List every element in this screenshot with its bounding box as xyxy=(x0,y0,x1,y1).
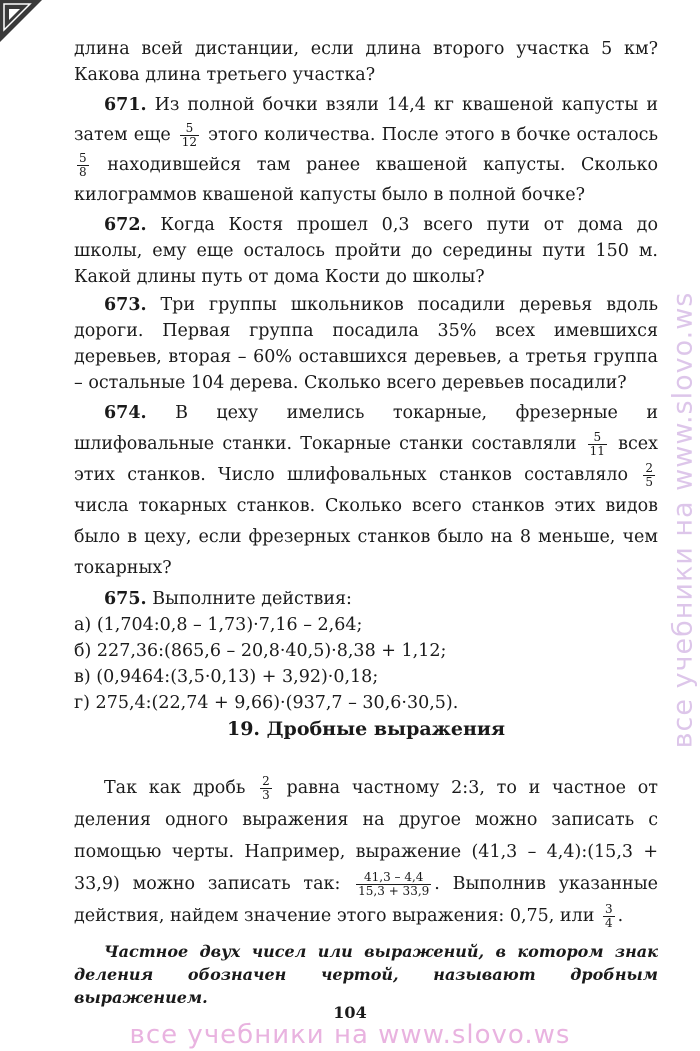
problem-672: 672. Когда Костя прошел 0,3 всего пути от дома до школы, ему еще осталось пройти до середины пути 150 м. Какой длины путь от дома Кости до школы? xyxy=(74,215,658,287)
fraction: $\frac{2}{5}$ xyxy=(645,461,653,489)
problems-block xyxy=(74,36,658,716)
fraction: $\frac{5}{8}$ xyxy=(79,151,87,179)
problem-674: 674. В цеху имелись токарные, фрезерные и шлифовальные станки. Токарные станки составляли $\frac{5}{11}$ всех этих станков. Число шлифовальных станков составляло $\frac{2}{5}$ числа токарных станков. Сколько всего станков этих видов было в цеху, если фрезерных станков было на 8 меньше, чем токарных? xyxy=(74,403,658,578)
expression-item: а) (1,704:0,8 – 1,73)·7,16 – 2,64; xyxy=(74,615,363,635)
page-number: 104 xyxy=(333,1003,367,1022)
fraction: $\frac{3}{4}$ xyxy=(604,902,613,930)
fraction: $\frac{5}{11}$ xyxy=(589,430,605,458)
watermark-side: все учебники на www.slovo.ws xyxy=(667,291,699,749)
problem-675: 675. Выполните действия: xyxy=(104,589,352,609)
section-body: Так как дробь $\frac{2}{3}$ равна частному 2:3, то и частное от деления одного выражения на другое можно записать с помощью черты. Например, выражение (41,3 – 4,4):(15,3 + 33,9) можно записать так: $\frac{41,3 - 4,4}{15,3 + 33,9}$ . Выполнив указанные действия, найдем значение этого выражения: 0,75, или $\frac{3}{4}$ . xyxy=(74,774,658,930)
problem-number: 672. xyxy=(104,215,147,235)
problem-670-continuation: длина всей дистанции, если длина второго участка 5 км? Какова длина третьего участка? xyxy=(74,39,658,85)
section-heading: 19. Дробные выражения xyxy=(226,718,505,740)
problem-number: 675. xyxy=(104,589,147,609)
problem-number: 673. xyxy=(104,295,147,315)
problem-number: 674. xyxy=(104,403,147,423)
problem-671: 671. Из полной бочки взяли 14,4 кг квашеной капусты и затем еще $\frac{5}{12}$ этого количества. После этого в бочке осталось $\frac{5}{8}$ находившейся там ранее квашеной капусты. Сколько килограммов квашеной капусты было в полной бочке? xyxy=(74,95,658,205)
expression-item: в) (0,9464:(3,5·0,13) + 3,92)·0,18; xyxy=(74,667,379,687)
fraction: $\frac{5}{12}$ xyxy=(181,121,198,149)
definition-text: Частное двух чисел или выражений, в котором знак деления обозначен чертой, называют дробным выражением. xyxy=(74,942,658,1007)
corner-ornament xyxy=(0,0,42,42)
expression-item: б) 227,36:(865,6 – 20,8·40,5)·8,38 + 1,12; xyxy=(74,641,447,661)
expression-item: г) 275,4:(22,74 + 9,66)·(937,7 – 30,6·30,5). xyxy=(74,693,459,713)
fraction: $\frac{2}{3}$ xyxy=(262,774,270,802)
problem-673: 673. Три группы школьников посадили деревья вдоль дороги. Первая группа посадила 35% всех имевшихся деревьев, вторая – 60% оставшихся деревьев, а третья группа – остальные 104 дерева. Сколько всего деревьев посадили? xyxy=(74,295,658,393)
fraction: $\frac{41,3 - 4,4}{15,3 + 33,9}$ xyxy=(358,870,430,898)
problem-number: 671. xyxy=(104,95,147,115)
expression-list xyxy=(74,612,658,716)
watermark-bottom: все учебники на www.slovo.ws xyxy=(129,1020,571,1050)
